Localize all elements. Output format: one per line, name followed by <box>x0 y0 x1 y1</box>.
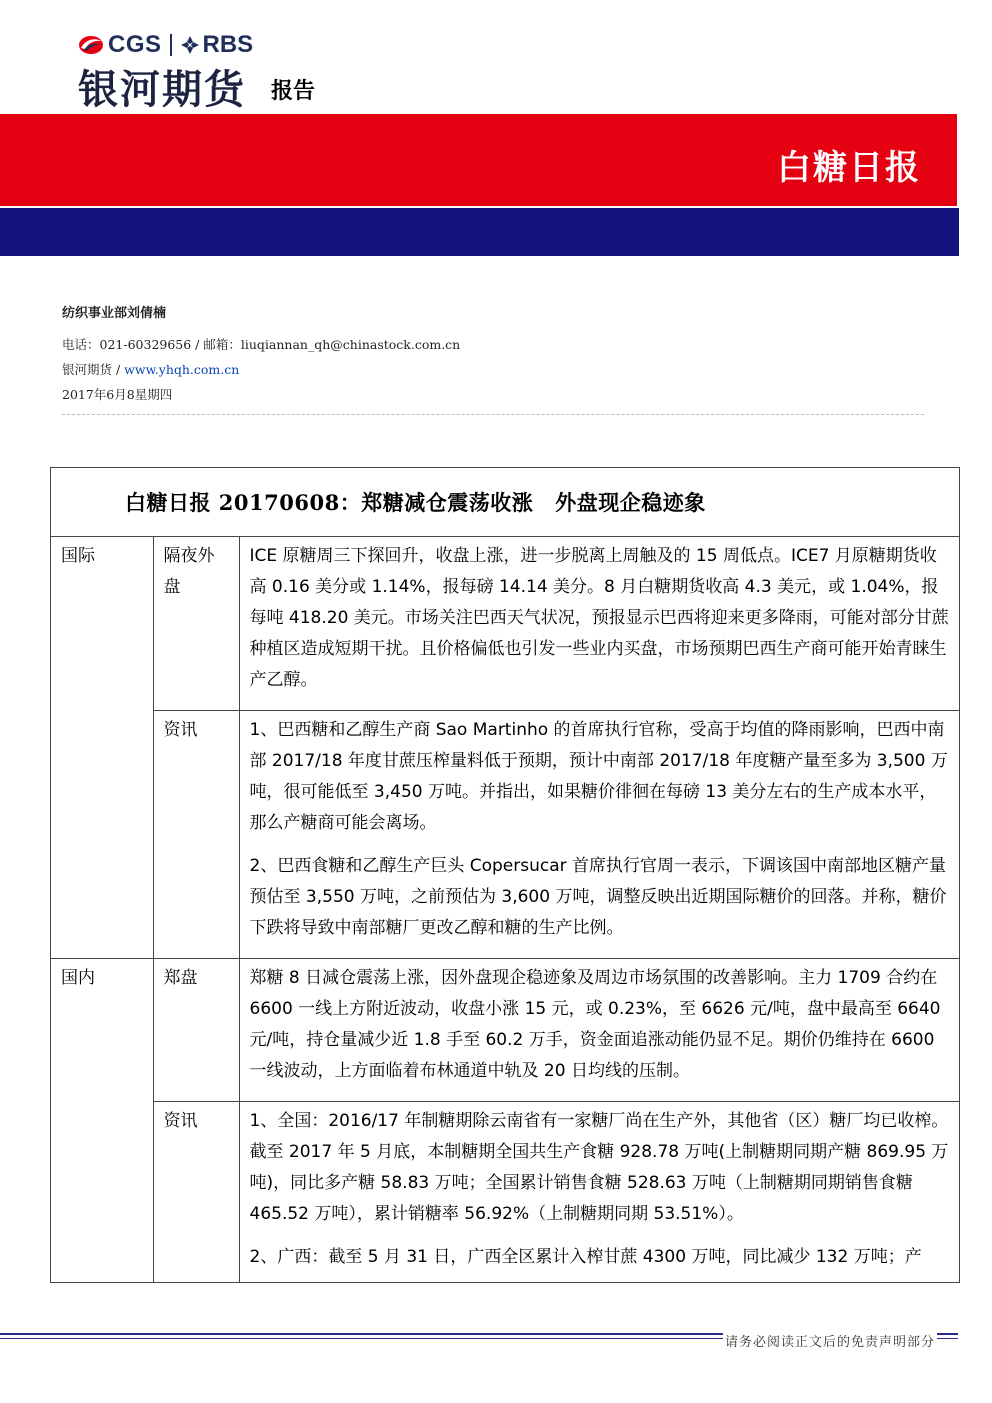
report-date: 2017年6月8星期四 <box>62 387 173 402</box>
author-dept: 纺织事业部刘倩楠 <box>62 306 167 321</box>
subcategory-cell: 郑盘 <box>153 959 239 1102</box>
report-box <box>50 467 960 1283</box>
content-cell <box>239 959 959 1102</box>
report-table <box>51 537 959 1283</box>
report-title-main: 白糖日报 20170608：郑糖减仓震荡收涨 <box>125 490 534 515</box>
cgs-swoosh-icon <box>78 34 104 56</box>
logo-divider <box>170 34 172 56</box>
title-band <box>0 114 957 206</box>
subcategory-cell: 资讯 <box>153 711 239 959</box>
navy-band <box>0 208 959 256</box>
disclaimer-note: 请务必阅读正文后的免责声明部分 <box>723 1331 937 1350</box>
rbs-daisy-icon <box>180 35 200 55</box>
divider <box>62 414 924 415</box>
content-paragraph: 2、广西：截至 5 月 31 日，广西全区累计入榨甘蔗 4300 万吨，同比减少 132 万吨；产 <box>249 1247 922 1267</box>
table-row <box>51 537 959 711</box>
content-cell <box>239 711 959 959</box>
content-paragraph: ICE 原糖周三下探回升，收盘上涨，进一步脱离上周触及的 15 周低点。ICE7 月原糖期货收高 0.16 美分或 1.14%，报每磅 14.14 美分。8 月白糖期货收高 4.3 美元，或 1.04%，报每吨 418.20 美元。市场关注巴西天气状况，预报显示巴西将迎来更多降雨，可能对部分甘蔗种植区造成短期干扰。且价格偏低也引发一些业内买盘，市场预期巴西生产商可能开始青睐生产乙醇。 <box>249 546 949 690</box>
content-paragraph: 郑糖 8 日减仓震荡上涨，因外盘现企稳迹象及周边市场氛围的改善影响。主力 1709 合约在 6600 一线上方附近波动，收盘小涨 15 元，或 0.23%，至 6626 元/吨，盘中最高至 6640 元/吨，持仓量减少近 1.8 手至 60.2 万手，资金面追涨动能仍显不足。期价仍维持在 6600 一线波动，上方面临着布林通道中轨及 20 日均线的压制。 <box>249 968 941 1081</box>
content-paragraph: 1、全国：2016/17 年制糖期除云南省有一家糖厂尚在生产外，其他省（区）糖厂均已收榨。截至 2017 年 5 月底，本制糖期全国共生产食糖 928.78 万吨(上制糖期同期产糖 869.95 万吨)，同比多产糖 58.83 万吨；全国累计销售食糖 528.63 万吨（上制糖期同期销售食糖 465.52 万吨），累计销糖率 56.92%（上制糖期同期 53.51%）。 <box>249 1111 949 1224</box>
logo-chinese-name: 银河期货 <box>78 67 246 113</box>
website-link[interactable]: www.yhqh.com.cn <box>124 362 240 377</box>
table-row <box>51 711 959 959</box>
subcategory-cell: 资讯 <box>153 1102 239 1284</box>
subcategory-cell: 隔夜外盘 <box>153 537 239 711</box>
contact-line: 电话：021-60329656 / 邮箱：liuqiannan_qh@chinastock.com.cn <box>62 337 461 352</box>
table-row <box>51 1102 959 1284</box>
content-cell <box>239 537 959 711</box>
content-paragraph: 2、巴西食糖和乙醇生产巨头 Copersucar 首席执行官周一表示，下调该国中南部地区糖产量预估至 3,550 万吨，之前预估为 3,600 万吨，调整反映出近期国际糖价的回落。并称，糖价下跌将导致中南部糖厂更改乙醇和糖的生产比例。 <box>249 856 947 938</box>
page-title: 白糖日报 <box>777 148 921 188</box>
website-line <box>62 357 460 382</box>
content-cell <box>239 1102 959 1284</box>
table-row <box>51 959 959 1102</box>
content-paragraph: 1、巴西糖和乙醇生产商 Sao Martinho 的首席执行官称，受高于均值的降雨影响，巴西中南部 2017/18 年度甘蔗压榨量料低于预期，预计中南部 2017/18 年度糖产量至多为 3,500 万吨，很可能低至 3,450 万吨。并指出，如果糖价徘徊在每磅 13 美分左右的生产成本水平，那么产糖商可能会离场。 <box>249 720 948 833</box>
logo-rbs-text: RBS <box>202 31 254 58</box>
category-cell: 国际 <box>51 537 153 959</box>
report-title <box>51 468 959 537</box>
company-logo <box>78 30 253 60</box>
category-cell: 国内 <box>51 959 153 1284</box>
author-info <box>62 302 460 407</box>
website-label: 银河期货 / <box>62 362 125 377</box>
report-title-sub: 外盘现企稳迹象 <box>555 490 706 515</box>
logo-cgs-text: CGS <box>108 31 162 58</box>
report-type-label: 报告 <box>271 79 316 104</box>
